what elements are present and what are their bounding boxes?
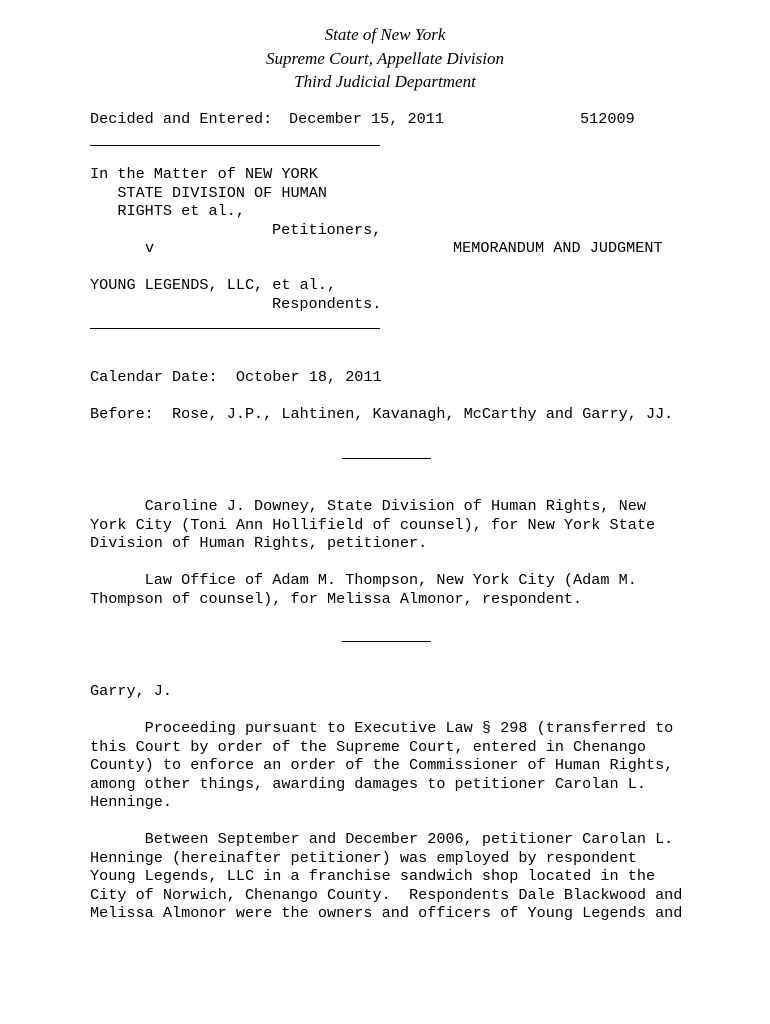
counsel-respondent: Law Office of Adam M. Thompson, New York City (Adam M. Thompson of counsel), for Melissa Almonor, respondent. [90,571,637,608]
document-type: MEMORANDUM AND JUDGMENT [453,239,663,257]
docket-number: 512009 [580,110,635,128]
caption-respondents: Respondents. [272,294,382,313]
opinion-paragraph-1: Proceeding pursuant to Executive Law § 298 (transferred to this Court by order of the Supreme Court, entered in Chenango County) to enforce an order of the Commissioner of Human Rights, among other things, awarding damages to petitioner Carolan L. Henninge. [90,719,674,811]
decided-label: Decided and Entered: [90,110,273,128]
opinion-paragraph-2: Between September and December 2006, petitioner Carolan L. Henninge (hereinafter petitioner) was employed by respondent Young Legends, LLC in a franchise sandwich shop located in the City of Norwich, Chenango County. Respondents Dale Blackwood and Melissa Almonor were the owners and officers of Young Legends and [90,830,683,922]
counsel-petitioner: Caroline J. Downey, State Division of Human Rights, New York City (Toni Ann Hollifield of counsel), for New York State Division of Human Rights, petitioner. [90,497,656,552]
court-title-division: Supreme Court, Appellate Division [266,49,504,68]
bench-before: Before: Rose, J.P., Lahtinen, Kavanagh, McCarthy and Garry, JJ. [90,405,674,423]
section-divider-1 [342,458,431,459]
caption-versus: v [145,239,155,257]
opinion-author: Garry, J. [90,682,173,700]
calendar-date: Calendar Date: October 18, 2011 [90,368,382,386]
caption-line-1: In the Matter of NEW YORK [90,165,318,183]
court-title-state: State of New York [324,25,446,44]
section-divider-2 [342,641,431,642]
court-title-department: Third Judicial Department [294,72,476,91]
caption-top-rule [90,145,380,146]
caption-line-3: RIGHTS et al., [90,202,245,220]
caption-respondent-name: YOUNG LEGENDS, LLC, et al., [90,276,337,294]
caption-line-2: STATE DIVISION OF HUMAN [90,183,327,202]
decided-date: December 15, 2011 [289,110,444,128]
caption-bottom-rule [90,328,380,329]
caption-petitioners: Petitioners, [272,220,382,239]
